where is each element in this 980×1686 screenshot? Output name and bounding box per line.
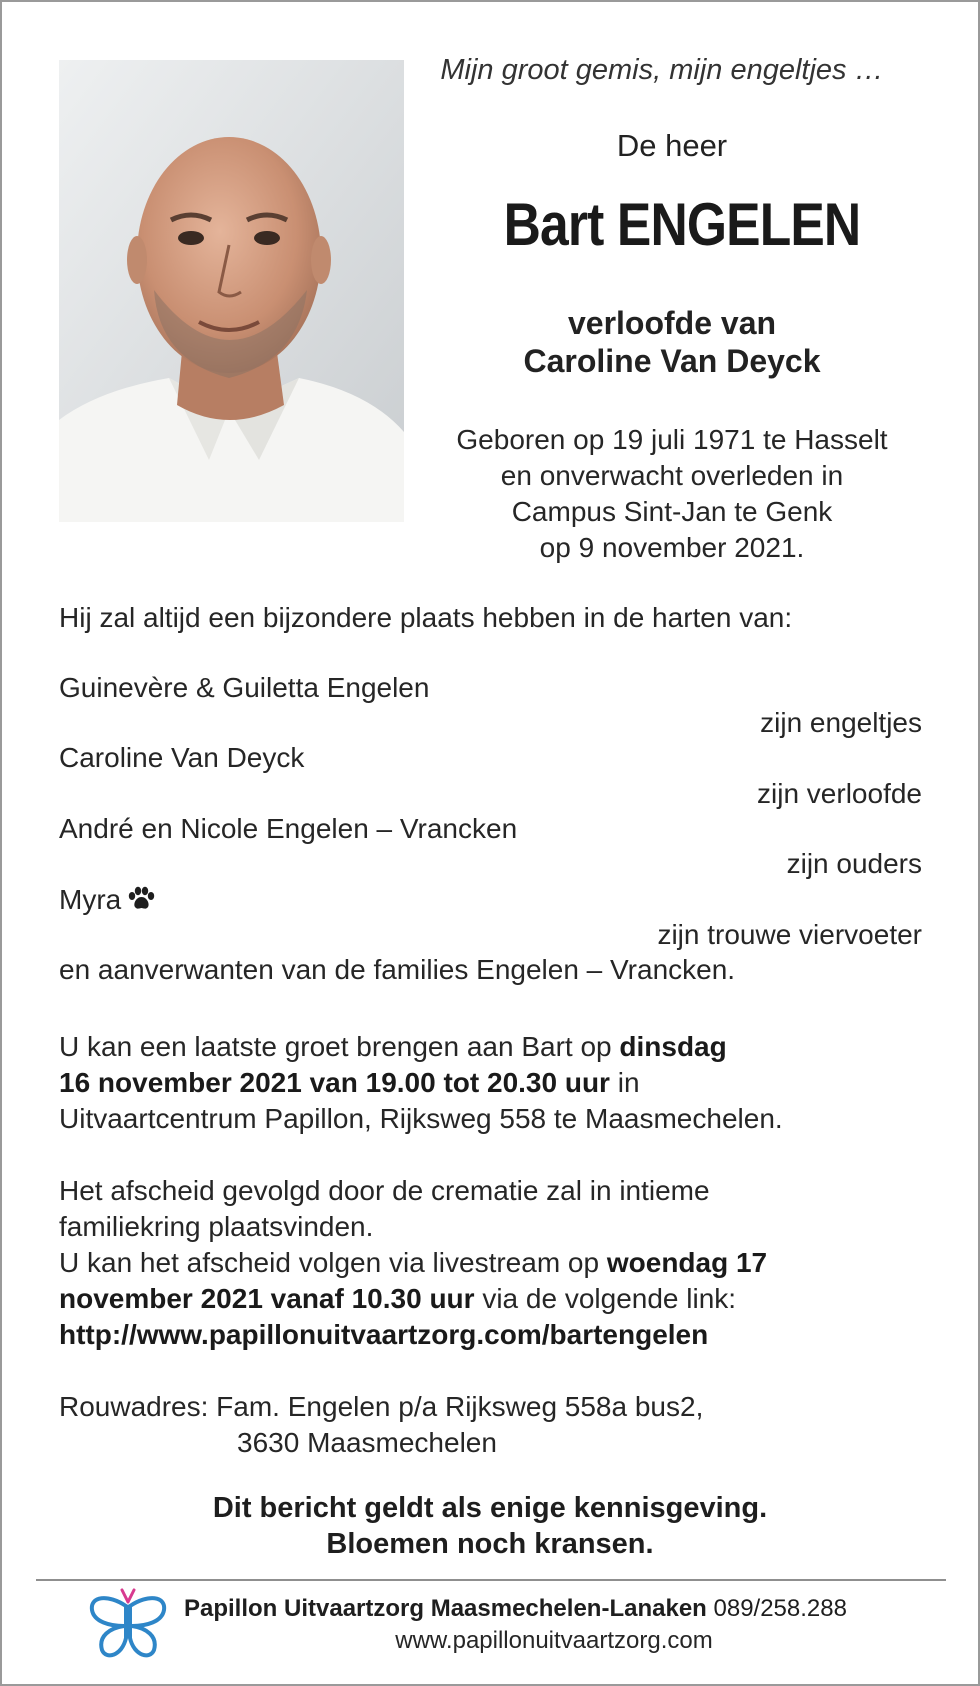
birth-line: en onverwacht overleden in — [500, 460, 844, 491]
relative-name: Myra — [59, 884, 122, 915]
notice-block — [2, 1490, 978, 1562]
portrait-photo — [59, 60, 404, 522]
visit-text: in — [609, 1067, 640, 1098]
notice-line-2: Bloemen noch kransen. — [326, 1528, 654, 1560]
relative-relation: zijn ouders — [786, 848, 922, 879]
spouse-line-2: Caroline Van Deyck — [523, 343, 821, 379]
paw-icon — [127, 886, 155, 919]
birth-line: op 9 november 2021. — [539, 532, 805, 563]
relative-name: André en Nicole Engelen – Vrancken — [59, 813, 518, 844]
honorific: De heer — [616, 128, 728, 163]
relative-relation: zijn trouwe viervoeter — [657, 919, 922, 950]
livestream-date: woendag 17 — [606, 1247, 768, 1278]
notice-line-1: Dit bericht geldt als enige kennisgeving. — [212, 1492, 768, 1524]
birth-line: Campus Sint-Jan te Genk — [511, 496, 833, 527]
relative-pet — [59, 884, 155, 919]
livestream-text: via de volgende link: — [474, 1283, 737, 1314]
farewell-paragraph — [59, 1173, 939, 1353]
farewell-text: familiekring plaatsvinden. — [59, 1211, 374, 1242]
visitation-paragraph — [59, 1029, 939, 1137]
funeral-home-website[interactable]: www.papillonuitvaartzorg.com — [395, 1627, 713, 1654]
livestream-time: november 2021 vanaf 10.30 uur — [59, 1283, 475, 1314]
relatives-intro: Hij zal altijd een bijzondere plaats hebben in de harten van: — [59, 602, 793, 633]
relatives-outro: en aanverwanten van de families Engelen – Vrancken. — [59, 954, 736, 985]
relative-relation: zijn verloofde — [757, 778, 922, 809]
visit-text: U kan een laatste groet brengen aan Bart op — [59, 1031, 620, 1062]
address-line-1: Rouwadres: Fam. Engelen p/a Rijksweg 558a bus2, — [59, 1391, 704, 1422]
livestream-link[interactable]: http://www.papillonuitvaartzorg.com/bartengelen — [59, 1319, 709, 1350]
visit-day: dinsdag — [619, 1031, 727, 1062]
address-block — [59, 1389, 939, 1461]
funeral-home-phone: 089/258.288 — [706, 1595, 847, 1622]
visit-location: Uitvaartcentrum Papillon, Rijksweg 558 te Maasmechelen. — [59, 1103, 783, 1134]
funeral-home-line — [184, 1595, 847, 1623]
relative-name: Caroline Van Deyck — [59, 742, 305, 773]
spouse-line-1: verloofde van — [567, 305, 777, 341]
relative-name: Guinevère & Guiletta Engelen — [59, 672, 430, 703]
address-line-2: 3630 Maasmechelen — [237, 1427, 497, 1458]
birth-death-block — [422, 422, 922, 566]
farewell-text: Het afscheid gevolgd door de crematie zal in intieme — [59, 1175, 710, 1206]
motto: Mijn groot gemis, mijn engeltjes … — [440, 54, 884, 86]
relative-relation: zijn engeltjes — [760, 707, 922, 738]
visit-datetime: 16 november 2021 van 19.00 tot 20.30 uur — [59, 1067, 610, 1098]
spouse-block — [422, 304, 922, 380]
butterfly-logo-icon — [88, 1588, 168, 1662]
footer-divider — [36, 1579, 946, 1581]
deceased-name: Bart ENGELEN — [503, 191, 861, 258]
funeral-home-name: Papillon Uitvaartzorg Maasmechelen-Lanaken — [184, 1595, 707, 1622]
birth-line: Geboren op 19 juli 1971 te Hasselt — [456, 424, 888, 455]
livestream-text: U kan het afscheid volgen via livestream op — [59, 1247, 607, 1278]
